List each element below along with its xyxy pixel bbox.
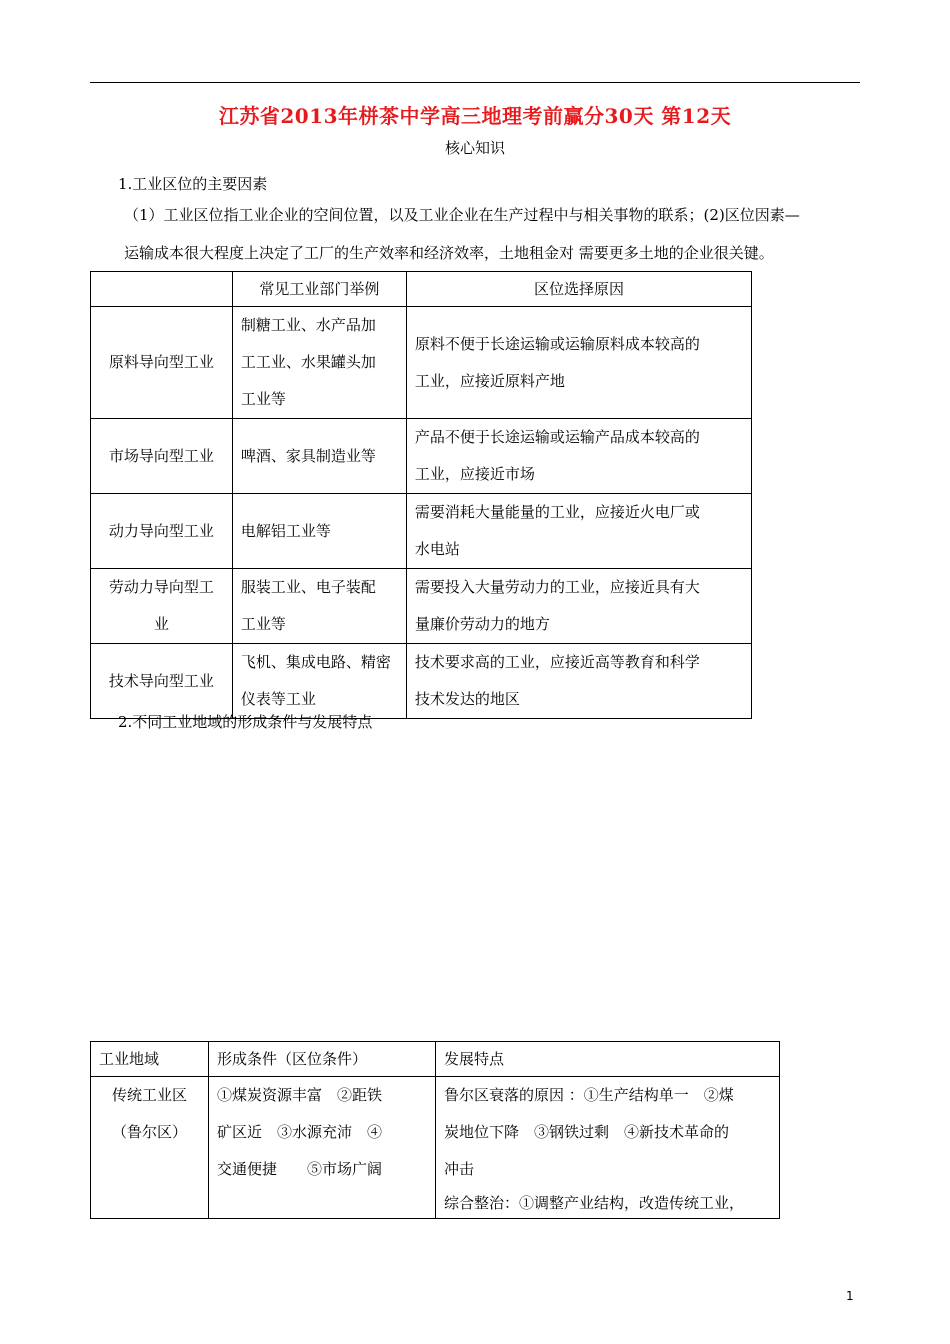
cell-line: 工业，应接近原料产地	[414, 371, 565, 390]
table-row	[91, 644, 752, 719]
cell-line: 量廉价劳动力的地方	[414, 615, 550, 633]
header-cell	[91, 272, 233, 307]
cell-line: 产品不便于长途运输或运输产品成本较高的	[414, 428, 700, 446]
table-header-row	[91, 1042, 780, 1077]
location-reason	[406, 494, 751, 569]
table-row	[91, 1077, 780, 1219]
industry-examples	[232, 644, 406, 719]
location-reason	[406, 419, 751, 494]
section1-heading: 1.工业区位的主要因素	[118, 175, 268, 193]
cell-line: 制糖工业、水产品加	[240, 316, 376, 334]
cell-line: 水电站	[414, 540, 460, 558]
cell-line: 飞机、集成电路、精密	[240, 653, 391, 671]
header-cell: 发展特点	[435, 1042, 779, 1077]
industry-type	[91, 569, 233, 644]
page-title: 江苏省2013年栟茶中学高三地理考前赢分30天 第12天	[218, 104, 732, 128]
cell-line: 工业等	[240, 390, 286, 408]
table-header-row	[91, 272, 752, 307]
cell-line: 需要消耗大量能量的工业，应接近火电厂或	[414, 503, 700, 521]
page-number: 1	[846, 1289, 854, 1303]
industrial-region-table	[90, 1041, 780, 1219]
cell-line: 工工业、水果罐头加	[240, 353, 376, 371]
industry-examples	[232, 307, 406, 419]
location-reason	[406, 644, 751, 719]
location-reason	[406, 569, 751, 644]
cell-line: 电解铝工业等	[240, 521, 331, 540]
table-row	[91, 569, 752, 644]
industry-type: 市场导向型工业	[91, 419, 233, 494]
industry-location-table	[90, 271, 752, 719]
cell-line: 啤酒、家具制造业等	[240, 446, 376, 465]
cell-line: 技术要求高的工业，应接近高等教育和科学	[414, 653, 700, 671]
cell-line: （鲁尔区）	[112, 1123, 188, 1141]
cell-line: 原料不便于长途运输或运输原料成本较高的	[414, 334, 700, 353]
table-row	[91, 419, 752, 494]
cell-line: 技术发达的地区	[414, 690, 520, 708]
header-cell: 常见工业部门举例	[232, 272, 406, 307]
industry-examples	[232, 419, 406, 494]
cell-line: 鲁尔区衰落的原因 ：①生产结构单一 ②煤	[443, 1086, 734, 1104]
industry-type: 技术导向型工业	[91, 644, 233, 719]
section1-line2: 运输成本很大程度上决定了工厂的生产效率和经济效率，土地租金对 需要更多土地的企业很关键。	[124, 244, 774, 262]
industry-examples	[232, 494, 406, 569]
header-cell: 形成条件（区位条件）	[209, 1042, 436, 1077]
section1-line1: （1）工业区位指工业企业的空间位置，以及工业企业在生产过程中与相关事物的联系；(2)区位因素—	[124, 206, 800, 224]
industry-type: 原料导向型工业	[91, 307, 233, 419]
page-subtitle: 核心知识	[444, 139, 505, 157]
cell-line: 仪表等工业	[240, 690, 316, 708]
region-name	[91, 1077, 209, 1219]
header-cell: 工业地域	[91, 1042, 209, 1077]
cell-line: ①煤炭资源丰富 ②距铁	[217, 1086, 383, 1104]
cell-line: 工业等	[240, 615, 286, 633]
formation-conditions	[209, 1077, 436, 1219]
industry-examples	[232, 569, 406, 644]
development-features	[435, 1077, 779, 1219]
cell-line: 传统工业区	[112, 1086, 188, 1104]
header-cell: 区位选择原因	[406, 272, 751, 307]
cell-line: 需要投入大量劳动力的工业，应接近具有大	[414, 578, 700, 596]
cell-line: 工业，应接近市场	[414, 465, 535, 483]
cell-line: 矿区近 ③水源充沛 ④	[217, 1123, 383, 1141]
cell-line: 冲击	[443, 1160, 474, 1178]
section2-heading: 2.不同工业地域的形成条件与发展特点	[118, 713, 373, 731]
table-row	[91, 307, 752, 419]
cell-line: 综合整治：①调整产业结构，改造传统工业，	[443, 1194, 744, 1212]
cell-line: 炭地位下降 ③钢铁过剩 ④新技术革命的	[443, 1123, 729, 1141]
location-reason	[406, 307, 751, 419]
cell-line: 服装工业、电子装配	[240, 578, 376, 596]
cell-line: 交通便捷 ⑤市场广阔	[217, 1160, 383, 1178]
header-rule	[90, 82, 860, 83]
table-row	[91, 494, 752, 569]
cell-line: 劳动力导向型工业	[108, 578, 214, 633]
industry-type: 动力导向型工业	[91, 494, 233, 569]
